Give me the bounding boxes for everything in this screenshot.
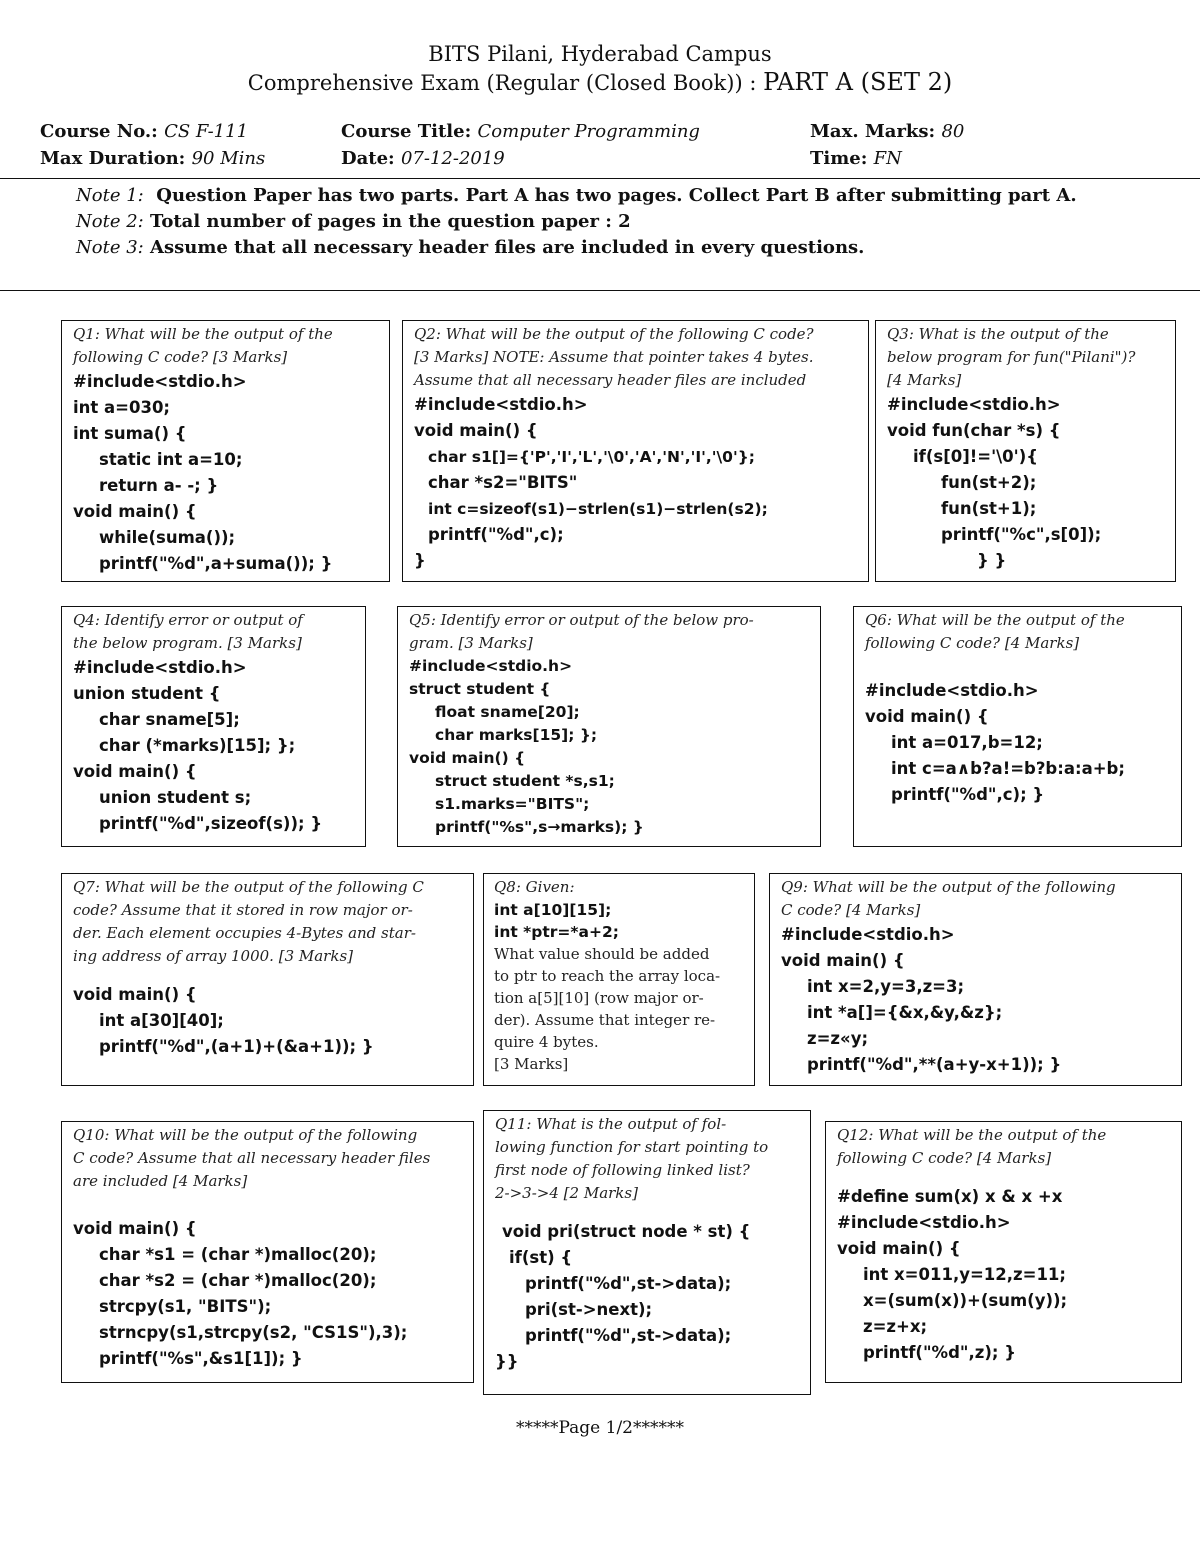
q3-code-line: fun(st+2); — [941, 473, 1037, 492]
q4-code-line: void main() { — [73, 762, 197, 781]
q10-code-line: strncpy(s1,strcpy(s2, "CS1S"),3); — [99, 1323, 408, 1342]
exam-time-value: FN — [873, 148, 902, 169]
q9-code-line: printf("%d",**(a+y-x+1)); } — [807, 1055, 1062, 1074]
q2-code-line: char *s2="BITS" — [428, 473, 578, 492]
q9-code-line: z=z«y; — [807, 1029, 869, 1048]
q2-code-line: void main() { — [414, 421, 538, 440]
q3-code-line: fun(st+1); — [941, 499, 1037, 518]
question-q11 — [483, 1110, 811, 1395]
campus-name: BITS Pilani, Hyderabad Campus — [428, 42, 772, 66]
q1-code-line: return a- -; } — [99, 476, 219, 495]
question-q6 — [853, 606, 1182, 847]
question-q10 — [61, 1121, 474, 1383]
q10-code-line: char *s2 = (char *)malloc(20); — [99, 1271, 377, 1290]
q6-prompt: Q6: What will be the output of the — [865, 611, 1125, 629]
q4-code-line: union student { — [73, 684, 221, 703]
q1-code-line: int a=030; — [73, 398, 171, 417]
q2-code-line: #include<stdio.h> — [414, 395, 588, 414]
course-no-value: CS F-111 — [164, 121, 249, 142]
q7-code-line: void main() { — [73, 985, 197, 1004]
q7-code-line: printf("%d",(a+1)+(&a+1)); } — [99, 1037, 374, 1056]
q4-code-line: union student s; — [99, 788, 252, 807]
q4-code-line: char (*marks)[15]; }; — [99, 736, 296, 755]
q9-code-line: int x=2,y=3,z=3; — [807, 977, 965, 996]
exam-date-value: 07-12-2019 — [400, 148, 505, 169]
q7-prompt: der. Each element occupies 4-Bytes and star- — [73, 924, 416, 942]
page-footer: *****Page 1/2****** — [515, 1418, 685, 1438]
q9-prompt: C code? [4 Marks] — [781, 901, 921, 919]
q2-code-line: int c=sizeof(s1)−strlen(s1)−strlen(s2); — [428, 500, 768, 518]
q12-code-line: #define sum(x) x & x +x — [837, 1187, 1063, 1206]
q9-code-line: void main() { — [781, 951, 905, 970]
q8-text: [3 Marks] — [494, 1055, 569, 1073]
q2-prompt: Q2: What will be the output of the following C code? — [414, 325, 814, 343]
q11-code-line: if(st) { — [509, 1248, 573, 1267]
q3-code-line: if(s[0]!='\0'){ — [913, 447, 1039, 466]
exam-type: Comprehensive Exam (Regular (Closed Book)) : — [247, 71, 764, 95]
divider-top — [0, 178, 1200, 179]
q6-prompt: following C code? [4 Marks] — [865, 634, 1080, 652]
q7-prompt: code? Assume that it stored in row major or- — [73, 901, 413, 919]
q8-code-line: int a[10][15]; — [494, 901, 612, 919]
q12-code-line: x=(sum(x))+(sum(y)); — [863, 1291, 1068, 1310]
question-q5 — [397, 606, 821, 847]
q4-prompt: Q4: Identify error or output of — [73, 611, 303, 629]
q12-code-line: printf("%d",z); } — [863, 1343, 1016, 1362]
q9-prompt: Q9: What will be the output of the following — [781, 878, 1116, 896]
q7-prompt: ing address of array 1000. [3 Marks] — [73, 947, 353, 965]
q2-code-line: printf("%d",c); — [428, 525, 564, 544]
q8-text: quire 4 bytes. — [494, 1033, 599, 1051]
exam-header — [0, 40, 1200, 97]
q11-prompt: first node of following linked list? — [495, 1161, 750, 1179]
max-marks: Max. Marks: 80 — [810, 121, 965, 142]
q10-prompt: C code? Assume that all necessary header files — [73, 1149, 431, 1167]
q5-code-line: float sname[20]; — [435, 703, 580, 721]
divider-notes — [0, 290, 1200, 291]
question-q1 — [61, 320, 390, 582]
q8-text: What value should be added — [494, 945, 710, 963]
q10-code-line: char *s1 = (char *)malloc(20); — [99, 1245, 377, 1264]
q11-prompt: 2->3->4 [2 Marks] — [495, 1184, 638, 1202]
course-no: Course No.: CS F-111 — [40, 121, 249, 142]
q3-prompt: Q3: What is the output of the — [887, 325, 1109, 343]
q6-code-line: int c=a∧b?a!=b?b:a:a+b; — [891, 759, 1125, 778]
note-1: Note 1: Question Paper has two parts. Part A has two pages. Collect Part B after submitting part A. — [76, 185, 1077, 206]
q6-code-line: #include<stdio.h> — [865, 681, 1039, 700]
exam-part: PART A (SET 2) — [763, 68, 953, 96]
q7-code-line: int a[30][40]; — [99, 1011, 224, 1030]
q2-prompt: Assume that all necessary header files are included — [414, 371, 807, 389]
q5-code-line: struct student { — [409, 680, 551, 698]
question-q7 — [61, 873, 474, 1086]
q9-code-line: int *a[]={&x,&y,&z}; — [807, 1003, 1003, 1022]
question-q8 — [483, 873, 755, 1086]
q2-code-line: } — [414, 551, 426, 570]
q8-text: to ptr to reach the array loca- — [494, 967, 721, 985]
q8-prompt: Q8: Given: — [494, 878, 575, 896]
q8-code-line: int *ptr=*a+2; — [494, 923, 619, 941]
q8-text: der). Assume that integer re- — [494, 1011, 716, 1029]
q12-code-line: void main() { — [837, 1239, 961, 1258]
q11-code-line: void pri(struct node * st) { — [502, 1222, 751, 1241]
q5-code-line: struct student *s,s1; — [435, 772, 615, 790]
q11-code-line: printf("%d",st->data); — [525, 1274, 732, 1293]
q1-prompt: Q1: What will be the output of the — [73, 325, 333, 343]
q5-code-line: printf("%s",s→marks); } — [435, 818, 644, 836]
notes — [76, 183, 1077, 261]
q3-code-line: #include<stdio.h> — [887, 395, 1061, 414]
q12-code-line: #include<stdio.h> — [837, 1213, 1011, 1232]
note-3: Note 3: Assume that all necessary header files are included in every questions. — [76, 237, 865, 258]
q1-code-line: printf("%d",a+suma()); } — [99, 554, 333, 573]
q5-prompt: gram. [3 Marks] — [409, 634, 533, 652]
q10-prompt: Q10: What will be the output of the following — [73, 1126, 418, 1144]
question-q12 — [825, 1121, 1182, 1383]
q10-code-line: void main() { — [73, 1219, 197, 1238]
q9-code-line: #include<stdio.h> — [781, 925, 955, 944]
question-q3 — [875, 320, 1176, 582]
q3-code-line: void fun(char *s) { — [887, 421, 1061, 440]
q10-prompt: are included [4 Marks] — [73, 1172, 248, 1190]
q1-code-line: while(suma()); — [99, 528, 236, 547]
exam-time: Time: FN — [810, 148, 902, 169]
q11-prompt: Q11: What is the output of fol- — [495, 1115, 727, 1133]
q5-prompt: Q5: Identify error or output of the below pro- — [409, 611, 754, 629]
q3-code-line: printf("%c",s[0]); — [941, 525, 1102, 544]
q3-prompt: [4 Marks] — [887, 371, 962, 389]
q5-code-line: char marks[15]; }; — [435, 726, 598, 744]
q12-prompt: following C code? [4 Marks] — [837, 1149, 1052, 1167]
q1-prompt: following C code? [3 Marks] — [73, 348, 288, 366]
q12-code-line: z=z+x; — [863, 1317, 928, 1336]
q7-prompt: Q7: What will be the output of the following C — [73, 878, 424, 896]
q11-code-line: printf("%d",st->data); — [525, 1326, 732, 1345]
q1-code-line: int suma() { — [73, 424, 187, 443]
q2-code-line: char s1[]={'P','I','L','\0','A','N','I','\0'}; — [428, 448, 755, 466]
course-title-value: Computer Programming — [477, 121, 700, 142]
q8-text: tion a[5][10] (row major or- — [494, 989, 704, 1007]
q1-code-line: void main() { — [73, 502, 197, 521]
q1-code-line: static int a=10; — [99, 450, 243, 469]
q5-code-line: void main() { — [409, 749, 526, 767]
q3-code-line: } } — [977, 551, 1007, 570]
q11-prompt: lowing function for start pointing to — [495, 1138, 769, 1156]
q4-code-line: #include<stdio.h> — [73, 658, 247, 677]
q12-code-line: int x=011,y=12,z=11; — [863, 1265, 1067, 1284]
question-q9 — [769, 873, 1182, 1086]
q1-code-line: #include<stdio.h> — [73, 372, 247, 391]
q6-code-line: printf("%d",c); } — [891, 785, 1045, 804]
question-q2 — [402, 320, 869, 582]
course-title: Course Title: Computer Programming — [341, 121, 700, 142]
q4-prompt: the below program. [3 Marks] — [73, 634, 302, 652]
max-marks-value: 80 — [941, 121, 965, 142]
q2-prompt: [3 Marks] NOTE: Assume that pointer takes 4 bytes. — [414, 348, 814, 366]
question-q4 — [61, 606, 366, 847]
q4-code-line: char sname[5]; — [99, 710, 240, 729]
exam-date: Date: 07-12-2019 — [341, 148, 505, 169]
q11-code-line: }} — [495, 1352, 519, 1371]
q10-code-line: printf("%s",&s1[1]); } — [99, 1349, 303, 1368]
max-duration-value: 90 Mins — [191, 148, 266, 169]
q5-code-line: s1.marks="BITS"; — [435, 795, 590, 813]
exam-title — [0, 68, 1200, 97]
q12-prompt: Q12: What will be the output of the — [837, 1126, 1107, 1144]
q4-code-line: printf("%d",sizeof(s)); } — [99, 814, 323, 833]
note-2: Note 2: Total number of pages in the question paper : 2 — [76, 211, 631, 232]
q3-prompt: below program for fun("Pilani")? — [887, 348, 1136, 366]
q6-code-line: int a=017,b=12; — [891, 733, 1043, 752]
q5-code-line: #include<stdio.h> — [409, 657, 573, 675]
q6-code-line: void main() { — [865, 707, 989, 726]
q11-code-line: pri(st->next); — [525, 1300, 653, 1319]
q10-code-line: strcpy(s1, "BITS"); — [99, 1297, 272, 1316]
max-duration: Max Duration: 90 Mins — [40, 148, 266, 169]
